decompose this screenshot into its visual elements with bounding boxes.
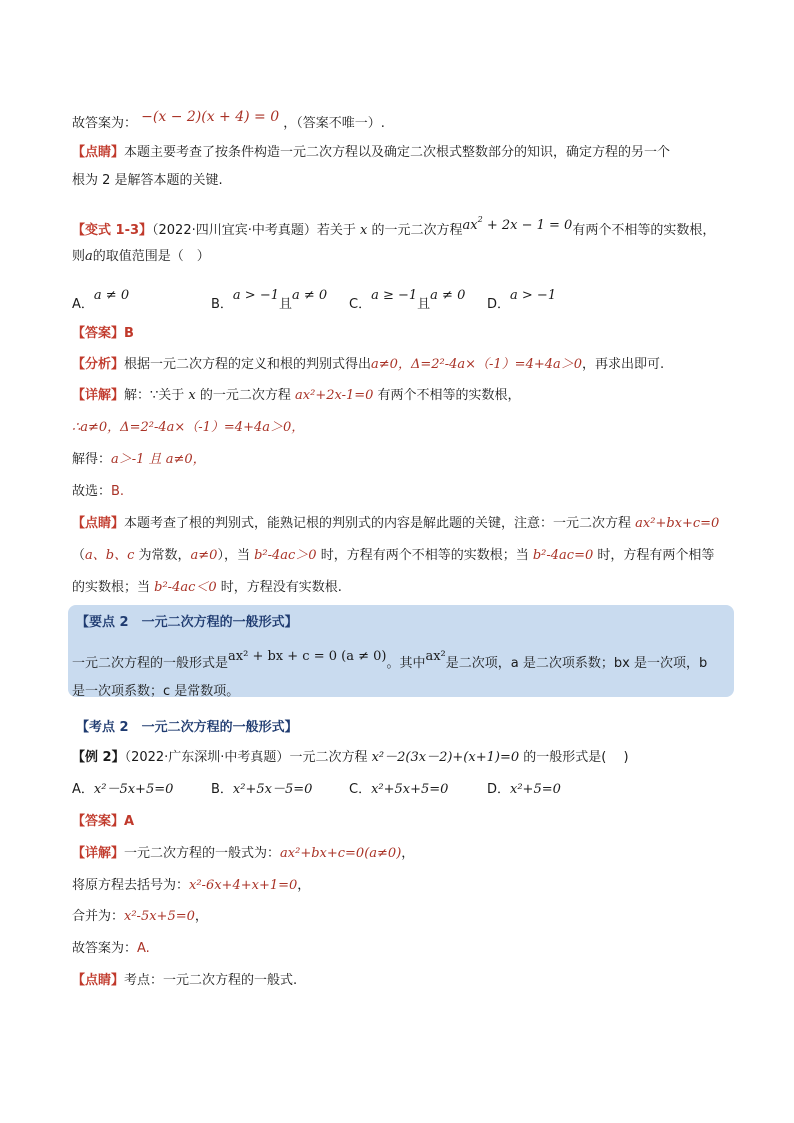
- detail-l1-a: 解：∵关于: [124, 388, 189, 403]
- option-1-a[interactable]: [72, 288, 130, 315]
- analysis-end: ，再求出即可.: [582, 357, 665, 372]
- detail2-l1-a: 一元二次方程的一般式为：: [124, 846, 281, 861]
- example-tail: 的一般形式是( ): [519, 750, 629, 765]
- dianjing2-l3-d3: b²-4ac＜0: [154, 580, 217, 595]
- answer-1: [72, 324, 736, 344]
- dianjing2-l2-a: （: [72, 548, 86, 563]
- detail-l1-x: x: [188, 388, 196, 403]
- detail-2-line-1: [72, 844, 736, 864]
- option-1-d[interactable]: [487, 288, 557, 315]
- detail-tag: 【详解】: [72, 846, 125, 861]
- option-expr: a ≠ 0: [93, 288, 130, 303]
- option-letter: D．: [487, 782, 511, 797]
- detail2-l2-b: ，: [297, 878, 311, 893]
- analysis-text: 根据一元二次方程的定义和根的判别式得出: [124, 357, 372, 372]
- yaodian-line-2: 是一次项系数；c 是常数项。: [72, 684, 240, 699]
- variant-line-1: [72, 215, 736, 241]
- variant-eq-sup: 2: [477, 215, 483, 224]
- dianjing2-l2-b: 为常数，: [134, 548, 191, 563]
- variant-eq-rest: + 2x − 1 = 0: [482, 218, 573, 233]
- variant-eq-head: ax: [462, 218, 478, 233]
- variant-text-a: 若关于: [316, 223, 361, 238]
- dianjing-1-line-2: 根为 2 是解答本题的关键.: [72, 173, 223, 188]
- example-source: （2022·广东深圳·中考真题）: [124, 750, 290, 765]
- variant-text-b: 的一元二次方程: [367, 223, 463, 238]
- example-text: 一元二次方程: [289, 750, 372, 765]
- yaodian-l1-eq: ax² + bx + c = 0 (a ≠ 0): [228, 649, 387, 664]
- dianjing-tag: 【点睛】: [72, 145, 125, 160]
- dianjing2-l2-cond: a≠0: [190, 548, 218, 563]
- detail-l3-a: 解得：: [72, 452, 112, 467]
- detail-l2: ∴a≠0，Δ=2²-4a×（-1）=4+4a＞0，: [72, 420, 305, 435]
- variant-tag: 【变式 1-3】: [72, 223, 153, 238]
- detail-tag: 【详解】: [72, 388, 125, 403]
- dianjing-tag: 【点睛】: [72, 516, 125, 531]
- option-letter: A．: [72, 297, 94, 312]
- option-letter: B．: [211, 782, 233, 797]
- yaodian-l1-c: 是二次项，a 是二次项系数；bx 是一次项，b: [445, 656, 708, 671]
- detail-l1-b: 的一元二次方程: [195, 388, 296, 403]
- dianjing2-l2-d: 时，方程有两个不相等的实数根；当: [316, 548, 533, 563]
- answer-value: B: [124, 326, 134, 341]
- answer-2: [72, 812, 736, 832]
- detail-2-line-3: [72, 907, 736, 927]
- variant-source: （2022·四川宜宾·中考真题）: [152, 223, 317, 238]
- answer-label: 故答案为：: [72, 116, 138, 131]
- detail-1-line-2: [72, 418, 736, 438]
- option-letter: C．: [349, 782, 372, 797]
- option-expr: x²+5x+5=0: [371, 782, 449, 797]
- option-2-c[interactable]: [349, 780, 448, 800]
- option-mid: 且: [279, 297, 293, 312]
- option-expr-2: a ≠ 0: [430, 288, 466, 303]
- option-expr: a > −1: [232, 288, 279, 303]
- dianjing-tag: 【点睛】: [72, 973, 125, 988]
- variant-var-x: x: [360, 223, 368, 238]
- detail-2-line-4: [72, 939, 736, 959]
- yaodian-l1-a: 一元二次方程的一般形式是: [72, 656, 229, 671]
- detail2-l3-eq: x²-5x+5=0: [124, 909, 195, 924]
- answer-tag: 【答案】: [72, 326, 125, 341]
- dianjing-2-line-3: [72, 578, 736, 598]
- dianjing2-l1: 本题考查了根的判别式，能熟记根的判别式的内容是解此题的关键，注意：一元二次方程: [124, 516, 636, 531]
- detail-l4-a: 故选：: [72, 484, 112, 499]
- detail-l1-eq: ax²+2x-1=0: [295, 388, 374, 403]
- dianjing2-l2-vars: a、b、c: [85, 548, 135, 563]
- dianjing-text: 本题主要考查了按条件构造一元二次方程以及确定二次根式整数部分的知识，确定方程的另一个: [124, 145, 671, 160]
- option-2-a[interactable]: [72, 780, 173, 800]
- detail-l4-b: B.: [111, 484, 125, 499]
- dianjing-3: [72, 971, 736, 991]
- detail-l3-b: a＞-1 且 a≠0，: [111, 452, 206, 467]
- yaodian-title: 【要点 2 一元二次方程的一般形式】: [76, 615, 298, 630]
- detail2-l2-a: 将原方程去括号为：: [72, 878, 190, 893]
- detail2-l3-a: 合并为：: [72, 909, 125, 924]
- dianjing2-l2-e: 时，方程有两个相等: [593, 548, 715, 563]
- option-expr: x²+5=0: [510, 782, 561, 797]
- yaodian-line-1: [72, 649, 708, 674]
- detail2-l3-b: ，: [194, 909, 208, 924]
- dianjing2-l2-d2: b²-4ac=0: [532, 548, 594, 563]
- analysis-1: [72, 355, 736, 375]
- dianjing-2-line-2: [72, 546, 736, 566]
- option-expr: a > −1: [510, 288, 557, 303]
- dianjing2-l2-c: ），当: [217, 548, 255, 563]
- dianjing-2-line-1: [72, 514, 736, 534]
- example-2-line: [72, 748, 736, 768]
- option-2-d[interactable]: [487, 780, 561, 800]
- option-expr-2: a ≠ 0: [292, 288, 328, 303]
- dianjing2-l2-d1: b²-4ac＞0: [254, 548, 317, 563]
- example-tag: 【例 2】: [72, 750, 125, 765]
- answer-note: ，（答案不唯一）.: [283, 116, 385, 131]
- dianjing2-l3-a: 的实数根；当: [72, 580, 155, 595]
- dianjing-1-line-1: [72, 143, 736, 163]
- answer-tag: 【答案】: [72, 814, 125, 829]
- option-expr: x²－5x+5=0: [93, 782, 174, 797]
- option-1-c[interactable]: [349, 288, 466, 315]
- analysis-cond: a≠0，Δ=2²-4a×（-1）=4+4a＞0: [371, 357, 583, 372]
- option-1-b[interactable]: [211, 288, 328, 315]
- dianjing3-text: 考点：一元二次方程的一般式.: [124, 973, 298, 988]
- dianjing2-l3-b: 时，方程没有实数根.: [216, 580, 342, 595]
- answer-equation: −(x − 2)(x + 4) = 0: [141, 109, 280, 125]
- kaodian-title: 【考点 2 一元二次方程的一般形式】: [76, 720, 298, 735]
- detail-1-line-1: [72, 386, 736, 406]
- variant-line-2: [72, 247, 736, 267]
- detail-1-line-4: [72, 482, 736, 502]
- option-mid: 且: [417, 297, 431, 312]
- variant-line2-b: 的取值范围是（ ）: [92, 249, 210, 264]
- option-letter: D．: [487, 297, 511, 312]
- answer-value: A: [124, 814, 135, 829]
- yaodian-l1-b: 。其中: [386, 656, 426, 671]
- dianjing2-l1-eq: ax²+bx+c=0: [635, 516, 720, 531]
- detail2-l4-a: 故答案为：: [72, 941, 138, 956]
- option-expr: a ≥ −1: [371, 288, 418, 303]
- variant-equation: [462, 215, 573, 233]
- detail-l1-c: 有两个不相等的实数根，: [373, 388, 521, 403]
- detail-2-line-2: [72, 876, 736, 896]
- option-2-b[interactable]: [211, 780, 312, 800]
- variant-line2-var: a: [85, 249, 93, 264]
- variant-text-c: 有两个不相等的实数根，: [572, 223, 716, 238]
- option-letter: B．: [211, 297, 233, 312]
- detail-1-line-3: [72, 450, 736, 470]
- answer-line: [72, 109, 736, 134]
- option-expr: x²+5x－5=0: [232, 782, 313, 797]
- yaodian-l1-ax2: ax²: [425, 649, 446, 664]
- detail2-l2-eq: x²-6x+4+x+1=0: [189, 878, 298, 893]
- detail2-l1-eq: ax²+bx+c=0(a≠0): [280, 846, 402, 861]
- option-letter: A．: [72, 782, 94, 797]
- analysis-tag: 【分析】: [72, 357, 125, 372]
- option-letter: C．: [349, 297, 372, 312]
- detail2-l4-b: A.: [137, 941, 150, 956]
- detail2-l1-b: ，: [401, 846, 415, 861]
- variant-line2-a: 则: [72, 249, 86, 264]
- example-eq: x²－2(3x－2)+(x+1)=0: [371, 750, 520, 765]
